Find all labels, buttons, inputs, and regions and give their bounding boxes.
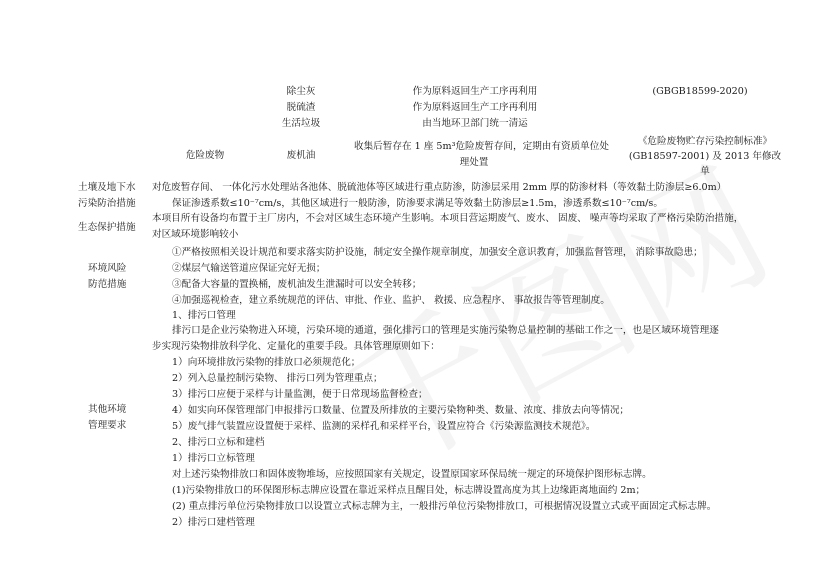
hazard-waste-label: 危险废物 [185,150,225,161]
risk-label-1: 环境风险 [88,263,127,274]
waste-type-garbage: 生活垃圾 [281,118,321,129]
soil-text-2: 保证渗透系数≤10⁻⁷cm/s，其他区域进行一般防渗，防渗要求满足等效黏土防渗层≥1.5m，渗透系数≤10⁻⁷cm/s。 [172,198,663,209]
outlet-rule-4: 4）如实向环保管理部门申报排污口数量、位置及所排放的主要污染物种类、数量、浓度、排放去向等情况； [172,405,630,416]
risk-item-4: ④加强巡视检查，建立系统规范的评估、审批、作业、监护、 救援、应急程序、 事故报告等管理制度。 [172,295,610,306]
waste-measure-dust: 作为原料返回生产工序再利用 [412,86,538,97]
risk-item-3: ③配备大容量的置换桶，废机油发生泄漏时可以安全转移； [172,279,422,290]
risk-item-1: ①严格按照相关设计规范和要求落实防护设施，制定安全操作规章制度，加强安全意识教育，加强监督管理， 消除事故隐患； [172,247,703,258]
eco-text-1: 本项目所有设备均布置于主厂房内，不会对区域生态环境产生影响。本项目营运期废气、废水、 固废、 噪声等均采取了严格污染防治措施， [152,213,744,224]
waste-standard-general: (GBGB18599-2020) [652,86,748,97]
signage-para: 对上述污染物排放口和固体废物堆场，应按照国家有关规定，设置原国家环保局统一规定的环境保护图形标志牌。 [172,469,652,480]
archive-subheading: 2）排污口建档管理 [172,517,255,528]
waste-standard-hazard-2: (GB18597-2001) 及 2013 年修改 [628,151,782,162]
waste-standard-hazard-1: 《危险废物贮存污染控制标准》 [637,136,773,147]
waste-measure-oil-1: 收集后暂存在 1 座 5m³危险废暂存间，定期由有资质单位处 [354,141,609,152]
signage-item-2: (2) 重点排污单位污染物排放口以设置立式标志牌为主，一般排污单位污染物排放口，可根据情况设置立式或平面固定式标志牌。 [172,501,717,512]
outlet-rule-2: 2）列入总量控制污染物、 排污口列为管理重点； [172,373,383,384]
soil-label-1: 土壤及地下水 [78,182,136,193]
risk-label-2: 防范措施 [88,279,127,290]
outlet-rule-3: 3）排污口应便于采样与计量监测，便于日常现场监督检查； [172,389,428,400]
other-label-2: 管理要求 [88,420,127,431]
waste-type-desulfur: 脱硫渣 [286,102,316,113]
outlet-para-1: 排污口是企业污染物进入环境，污染环境的通道，强化排污口的管理是实施污染物总量控制的基础工作之一，也是区域环境管理逐 [172,325,719,336]
signage-heading: 2、排污口立标和建档 [172,437,265,448]
risk-item-2: ②煤层气输送管道应保证完好无损； [172,263,326,274]
waste-measure-desulfur: 作为原料返回生产工序再利用 [412,102,538,113]
waste-type-dust: 除尘灰 [286,86,316,97]
waste-measure-oil-2: 理处置 [459,157,489,168]
outlet-rule-1: 1）向环境排放污染物的排放口必须规范化； [172,357,361,368]
eco-label: 生态保护措施 [78,222,136,233]
eco-text-2: 对区域环境影响较小 [152,229,239,240]
soil-text-1: 对危废暂存间、 一体化污水处理站各池体、脱硫池体等区域进行重点防渗，防渗层采用 2mm 厚的防渗材料（等效黏土防渗层≥6.0m） [152,182,727,193]
waste-standard-hazard-3: 单 [700,166,710,177]
soil-label-2: 污染防治措施 [78,198,136,209]
outlet-rule-5: 5）废气排气装置应设置便于采样、监测的采样孔和采样平台，设置应符合《污染源监测技术规范》。 [172,421,596,432]
outlet-para-2: 步实现污染物排放科学化、定量化的重要手段。具体管理原则如下： [152,341,440,352]
signage-subheading: 1）排污口立标管理 [172,453,255,464]
waste-measure-garbage: 由当地环卫部门统一清运 [422,118,528,129]
waste-type-oil: 废机油 [286,150,316,161]
signage-item-1: (1)污染物排放口的环保图形标志牌应设置在靠近采样点且醒目处，标志牌设置高度为其上边缘距离地面约 2m； [172,485,646,496]
outlet-heading: 1、排污口管理 [172,310,236,321]
other-label-1: 其他环境 [88,404,127,415]
